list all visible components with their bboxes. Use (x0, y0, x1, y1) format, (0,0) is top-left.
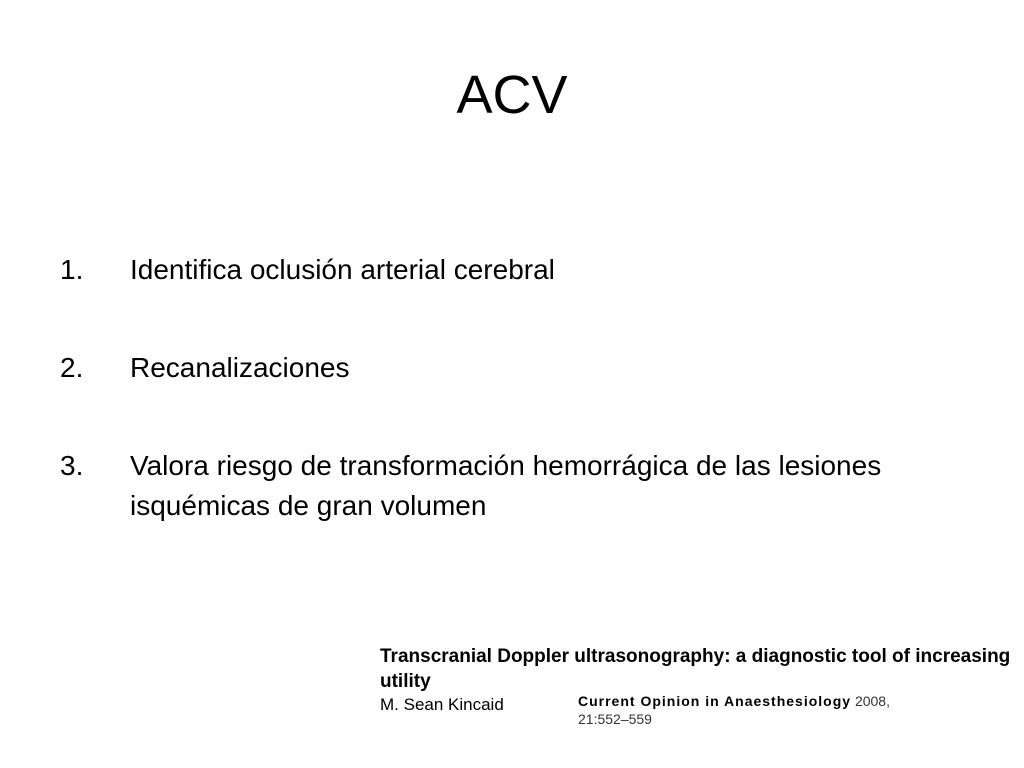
citation-author: M. Sean Kincaid (380, 695, 504, 714)
list-text: Identifica oclusión arterial cerebral (130, 254, 555, 285)
list-item (60, 348, 990, 388)
list-text: Valora riesgo de transformación hemorrágica de las lesiones isquémicas de gran volumen (130, 450, 882, 521)
bullet-list (60, 250, 990, 526)
citation-journal: Current Opinion in Anaesthesiology (578, 693, 852, 709)
list-text: Recanalizaciones (130, 352, 350, 383)
list-item (60, 446, 990, 526)
list-number: 2. (60, 352, 84, 383)
citation-year: 2008, (851, 693, 890, 709)
citation-block (380, 644, 1020, 734)
list-number: 3. (60, 450, 84, 481)
citation-journal-block (578, 692, 1018, 728)
citation-title: Transcranial Doppler ultrasonography: a diagnostic tool of increasing utility (380, 646, 1011, 692)
citation-pages: 21:552–559 (578, 711, 652, 727)
slide-title: ACV (456, 65, 568, 125)
list-number: 1. (60, 254, 84, 285)
list-item (60, 250, 990, 290)
